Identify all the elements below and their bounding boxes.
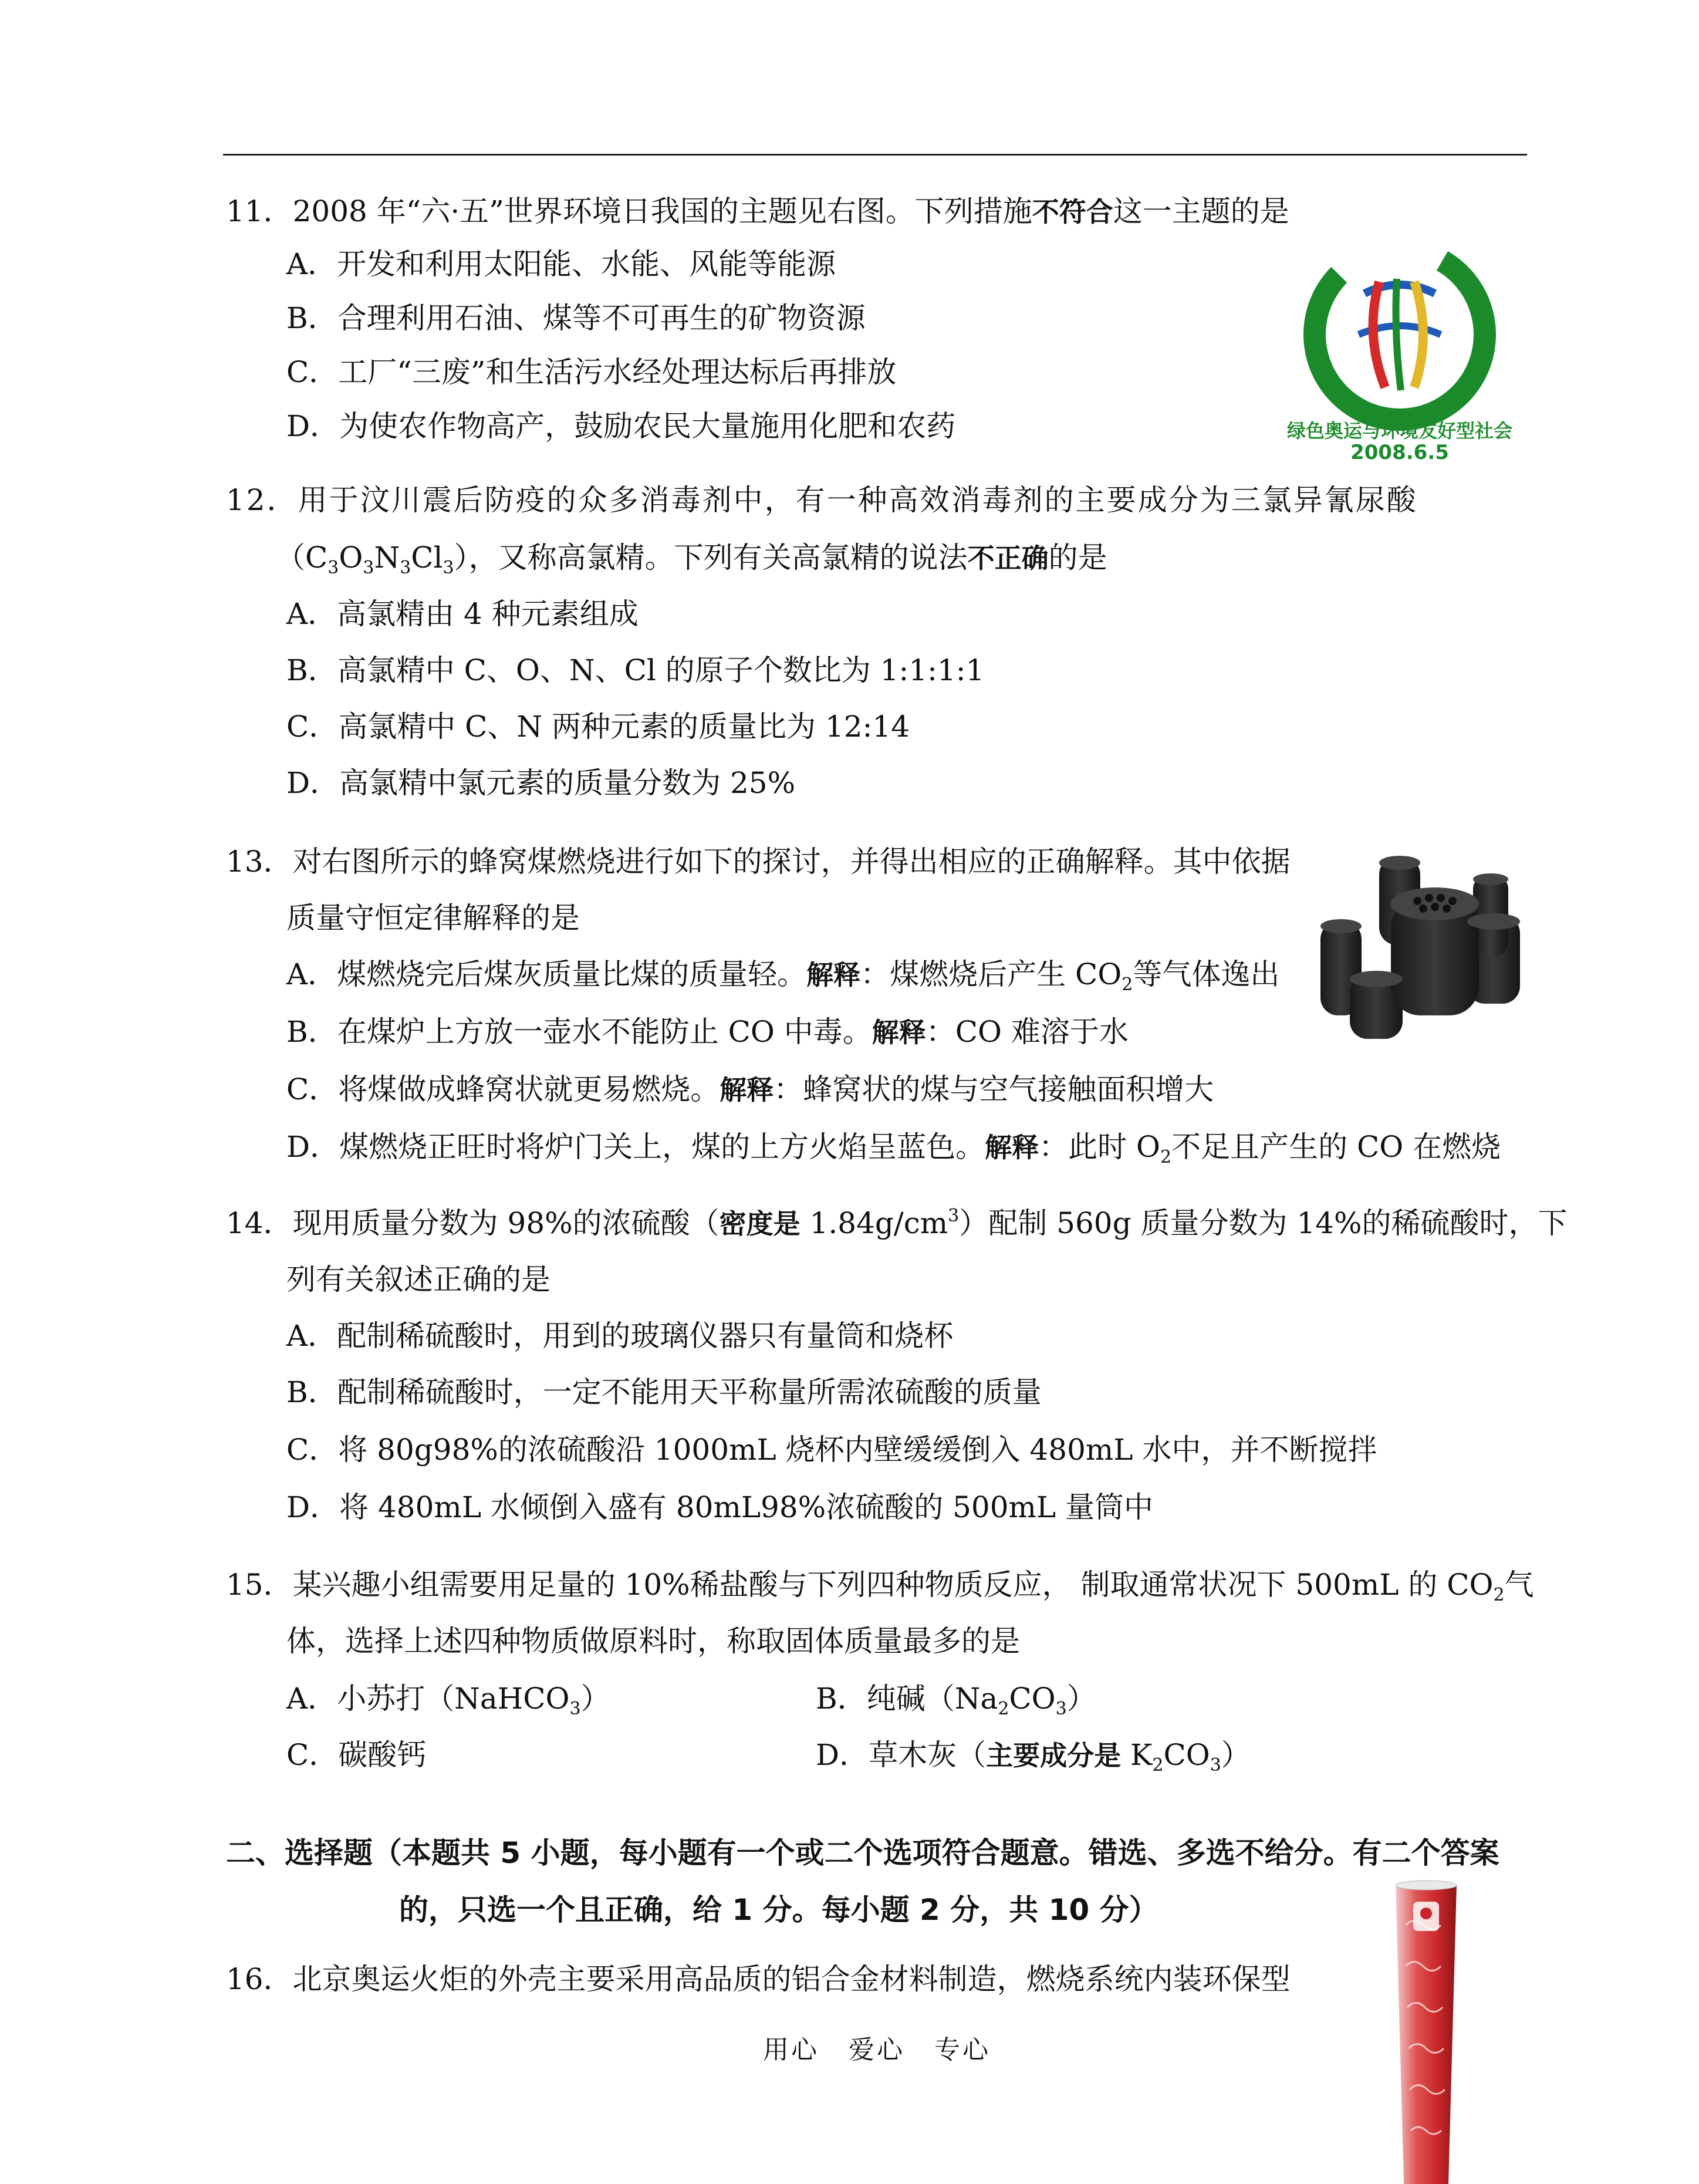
- q14-stem-line1: 14．现用质量分数为 98%的浓硫酸（密度是 $1.84g/cm^3$）配制 560g 质量分数为 14%的稀硫酸时，下: [226, 1206, 1568, 1240]
- q14-option-b: B．配制稀硫酸时，一定不能用天平称量所需浓硫酸的质量: [286, 1375, 1042, 1409]
- q14-option-d: D．将 480mL 水倾倒入盛有 80mL98%浓硫酸的 500mL 量筒中: [286, 1490, 1154, 1524]
- q15-option-c: C．碳酸钙: [286, 1738, 427, 1772]
- q15-option-b: B．纯碱$(Na_2CO_3)$: [816, 1682, 1096, 1719]
- environment-day-logo: [1276, 241, 1523, 464]
- q12-option-c: C．高氯精中 C、N 两种元素的质量比为 12:14: [286, 710, 910, 744]
- q16-stem-line1: 16．北京奥运火炬的外壳主要采用高品质的铝合金材料制造，燃烧系统内装环保型: [226, 1962, 1291, 1996]
- q11-option-b: B．合理利用石油、煤等不可再生的矿物资源: [286, 301, 866, 335]
- section2-heading-line1: 二、选择题（本题共 5 小题，每小题有一个或二个选项符合题意。错选、多选不给分。有二个答案: [226, 1836, 1499, 1870]
- q14-option-c: C．将 80g98%的浓硫酸沿 1000mL 烧杯内壁缓缓倒入 480mL 水中，并不断搅拌: [286, 1433, 1377, 1467]
- q12-option-b: B．高氯精中 C、O、N、Cl 的原子个数比为 1:1:1:1: [286, 653, 985, 687]
- q15-stem-line2: 体，选择上述四种物质做原料时，称取固体质量最多的是: [286, 1624, 1020, 1658]
- q15-stem-line1: 15．某兴趣小组需要用足量的 10%稀盐酸与下列四种物质反应， 制取通常状况下 500mL 的 $CO_2$气: [226, 1568, 1534, 1605]
- section2-heading-line2: 的，只选一个且正确，给 1 分。每小题 2 分，共 10 分）: [399, 1893, 1158, 1927]
- q13-stem-line2: 质量守恒定律解释的是: [286, 901, 580, 935]
- q12-stem-line2: $(C_3O_3N_3Cl_3)$，又称高氯精。下列有关高氯精的说法不正确的是: [276, 541, 1107, 578]
- q13-option-a: A．煤燃烧完后煤灰质量比煤的质量轻。解释：煤燃烧后产生 $CO_2$等气体逸出: [286, 957, 1280, 995]
- q11-option-c: C．工厂“三废”和生活污水经处理达标后再排放: [286, 355, 897, 389]
- honeycomb-coal-image: [1315, 839, 1526, 1045]
- olympic-torch-image: [1391, 1878, 1461, 2184]
- q12-option-d: D．高氯精中氯元素的质量分数为 25%: [286, 766, 796, 800]
- q13-stem-line1: 13．对右图所示的蜂窝煤燃烧进行如下的探讨，并得出相应的正确解释。其中依据: [226, 845, 1291, 879]
- q11-option-a: A．开发和利用太阳能、水能、风能等能源: [286, 247, 836, 281]
- q11-option-d: D．为使农作物高产，鼓励农民大量施用化肥和农药: [286, 409, 956, 443]
- q13-option-b: B．在煤炉上方放一壶水不能防止 CO 中毒。解释：CO 难溶于水: [286, 1015, 1129, 1049]
- q12-option-a: A．高氯精由 4 种元素组成: [286, 597, 639, 631]
- header-rule: [223, 154, 1527, 156]
- q15-option-a: A．小苏打（NaHCO$_3$）: [286, 1682, 610, 1719]
- q11-stem: 11．2008 年“六·五”世界环境日我国的主题见右图。下列措施不符合这一主题的是: [226, 194, 1289, 228]
- q13-option-d: D．煤燃烧正旺时将炉门关上，煤的上方火焰呈蓝色。解释：此时 $O_2$不足且产生的 CO 在燃烧: [286, 1130, 1501, 1167]
- q12-stem-line1: 12．用于汶川震后防疫的众多消毒剂中，有一种高效消毒剂的主要成分为三氯异氰尿酸: [226, 483, 1418, 517]
- logo-caption: 绿色奥运与环境友好型社会: [1286, 420, 1513, 442]
- q15-option-d: D．草木灰（主要成分是 $K_2CO_3$）: [816, 1738, 1251, 1775]
- logo-date: 2008.6.5: [1350, 441, 1449, 464]
- q13-option-c: C．将煤做成蜂窝状就更易燃烧。解释：蜂窝状的煤与空气接触面积增大: [286, 1072, 1214, 1106]
- page-footer: 用心 爱心 专心: [763, 2035, 991, 2065]
- q14-option-a: A．配制稀硫酸时，用到的玻璃仪器只有量筒和烧杯: [286, 1319, 954, 1353]
- q14-stem-line2: 列有关叙述正确的是: [286, 1263, 550, 1297]
